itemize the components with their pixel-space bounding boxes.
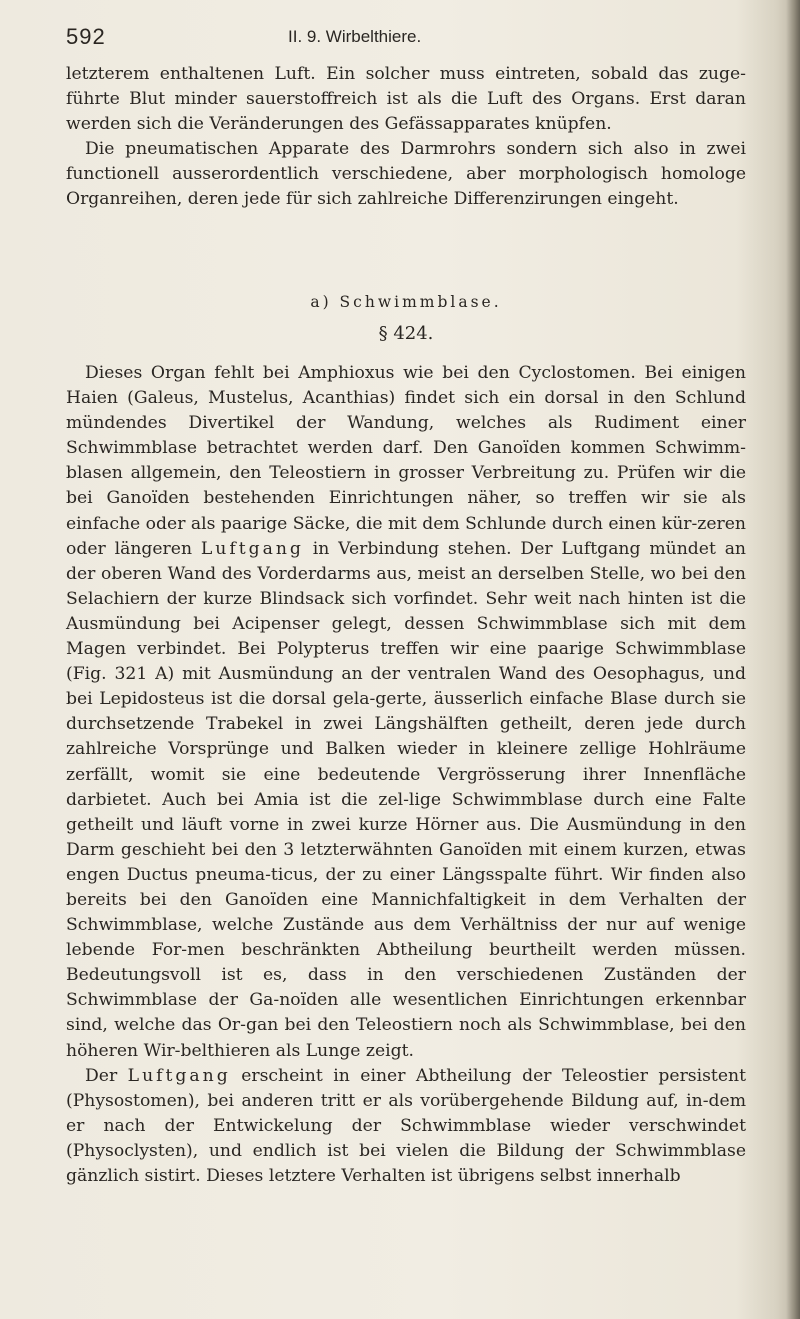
paragraph-luftgang-rest: erscheint in einer Abtheilung der Teleostier persistent (Physostomen), bei anderen tritt er als vorübergehende Bildung auf, in-dem er nach der Entwickelung der Schwimmblase wieder verschwindet (Physoclysten), und endlich ist bei vielen die Bildung der Schwimmblase gänzlich sistirt. Dieses letztere Verhalten ist übrigens selbst innerhalb [66, 1065, 746, 1186]
term-luftgang: Luftgang [200, 538, 304, 559]
running-head: II. 9. Wirbelthiere. [288, 27, 422, 46]
paragraph-luftgang-lead: Der [85, 1065, 128, 1086]
sub-heading-schwimmblase: a) Schwimmblase. [310, 293, 502, 311]
term-luftgang-2: Luftgang [127, 1065, 231, 1086]
section-number: § 424. [378, 323, 434, 344]
paragraph-main-part1: Dieses Organ fehlt bei Amphioxus wie bei den Cyclostomen. Bei einigen Haien (Galeus, Mustelus, Acanthias) findet sich ein dorsal in den Schlund mündendes Divertikel der Wandung, welches als Rudiment einer Schwimmblase betrachtet werden darf. Den Ganoïden kommen Schwimm-blasen allgemein, den Teleostiern in grosser Verbreitung zu. Prüfen wir die bei Ganoïden bestehenden Einrichtungen näher, so treffen wir sie als einfache oder als paarige Säcke, die mit dem Schlunde durch einen kür-zeren oder längeren [66, 363, 746, 559]
paragraph-pneumatic-apparatus: Die pneumatischen Apparate des Darmrohrs sondern sich also in zwei functionell ausserordentlich verschiedene, aber morphologisch homologe Organreihen, deren jede für sich zahlreiche Differenzirungen eingeht. [66, 139, 746, 210]
paragraph-main [66, 361, 746, 1064]
main-text-block [66, 361, 746, 1189]
page-number: 592 [66, 24, 106, 49]
paragraph-continued: letzterem enthaltenen Luft. Ein solcher muss eintreten, sobald das zuge-führte Blut minder sauerstoffreich ist als die Luft des Organs. Erst daran werden sich die Veränderungen des Gefässapparates knüpfen. [66, 64, 746, 135]
paragraph-luftgang [66, 1064, 746, 1189]
page-spine-shadow [786, 0, 800, 1319]
paragraph-main-part2: in Verbindung stehen. Der Luftgang mündet an der oberen Wand des Vorderdarms aus, meist an derselben Stelle, wo bei den Selachiern der kurze Blindsack sich vorfindet. Sehr weit nach hinten ist die Ausmündung bei Acipenser gelegt, dessen Schwimmblase sich mit dem Magen verbindet. Bei Polypterus treffen wir eine paarige Schwimmblase (Fig. 321 A) mit Ausmündung an der ventralen Wand des Oesophagus, und bei Lepidosteus ist die dorsal gela-gerte, äusserlich einfache Blase durch sie durchsetzende Trabekel in zwei Längshälften getheilt, deren jede durch zahlreiche Vorsprünge und Balken wieder in kleinere zellige Hohlräume zerfällt, womit sie eine bedeutende Vergrösserung ihrer Innenfläche darbietet. Auch bei Amia ist die zel-lige Schwimmblase durch eine Falte getheilt und läuft vorne in zwei kurze Hörner aus. Die Ausmündung in den Darm geschieht bei den 3 letzterwähnten Ganoïden mit einem kurzen, etwas engen Ductus pneuma-ticus, der zu einer Längsspalte führt. Wir finden also bereits bei den Ganoïden eine Mannichfaltigkeit in dem Verhalten der Schwimmblase, welche Zustände aus dem Verhältniss der nur auf wenige lebende For-men beschränkten Abtheilung beurtheilt werden müssen. Bedeutungsvoll ist es, dass in den verschiedenen Zuständen der Schwimmblase der Ga-noïden alle wesentlichen Einrichtungen erkennbar sind, welche das Or-gan bei den Teleostiern noch als Schwimmblase, bei den höheren Wir-belthieren als Lunge zeigt. [66, 538, 747, 1061]
top-text-block [66, 62, 746, 213]
page-header [66, 20, 746, 54]
